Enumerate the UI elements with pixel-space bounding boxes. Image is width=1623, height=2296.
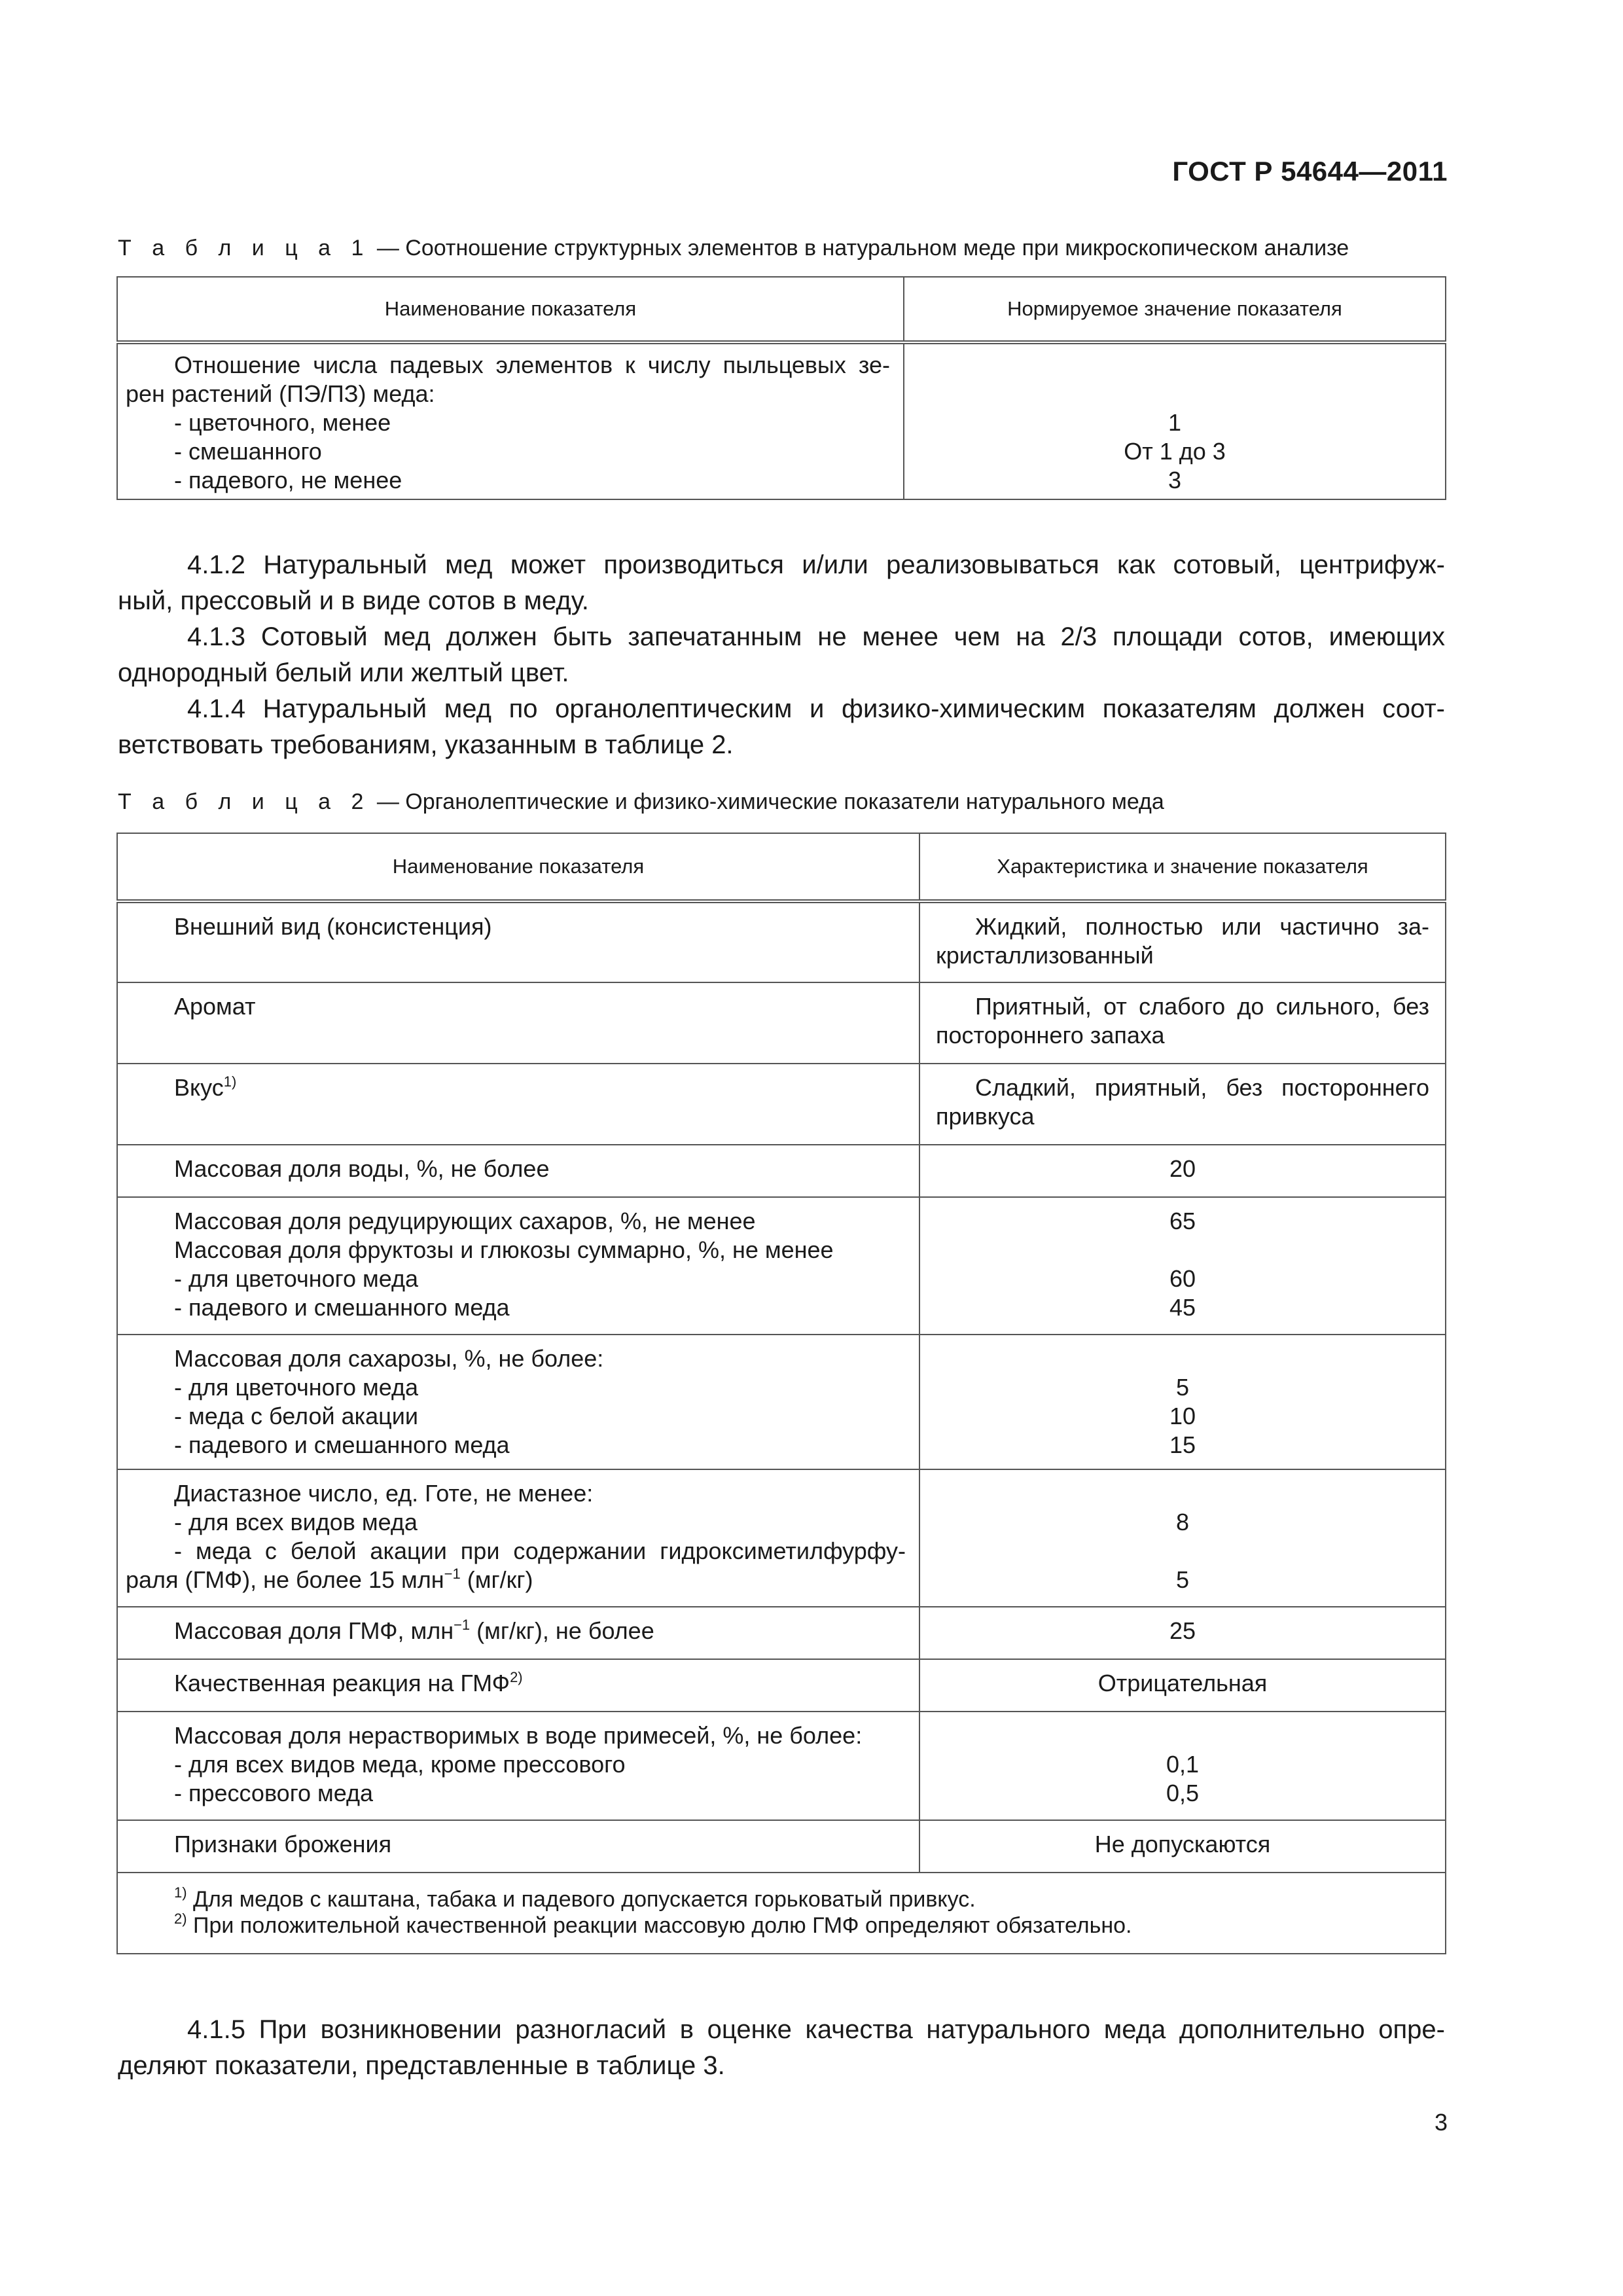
table1-col2-header: Нормируемое значение показателя <box>904 277 1446 342</box>
diastase-line-last <box>126 1566 906 1594</box>
diastase-value: 8 <box>1175 1509 1190 1535</box>
water-value: 20 <box>1169 1155 1196 1182</box>
paragraph-4-1-2-cont: ный, прессовый и в виде сотов в меду. <box>118 586 589 615</box>
unit-exponent: −1 <box>454 1617 471 1633</box>
sucrose-line: Массовая доля сахарозы, %, не более: <box>174 1345 604 1372</box>
table-row <box>117 1335 1446 1469</box>
sugars-value: 65 <box>1169 1208 1196 1234</box>
sugars-value: 60 <box>1169 1265 1196 1292</box>
table1-caption-text: — Соотношение структурных элементов в натуральном меде при микроскопическом анализе <box>370 236 1349 260</box>
footnote-1-mark: 1) <box>174 1884 187 1901</box>
taste-name: Вкус <box>174 1074 224 1101</box>
paragraph-4-1-2: 4.1.2 Натуральный мед может производиться и/или реализовываться как сотовый, центрифуж- <box>187 550 1445 579</box>
table2-value-cell <box>919 1659 1446 1712</box>
document-code: ГОСТ Р 54644—2011 <box>1172 156 1448 187</box>
table-row <box>117 1607 1446 1659</box>
diastase-line: - меда с белой акации при содержании гидроксиметилфурфу- <box>174 1537 906 1564</box>
table2-name-cell <box>117 982 919 1064</box>
table2-name-cell <box>117 1335 919 1469</box>
table1-row-item: - падевого, не менее <box>174 467 402 493</box>
body-paragraphs <box>118 547 1445 763</box>
table2-value-cell <box>919 1607 1446 1659</box>
table1-value-cell <box>904 342 1446 499</box>
hmf-name-line <box>126 1617 906 1645</box>
table2-name-cell <box>117 1820 919 1873</box>
page-number: 3 <box>1434 2109 1448 2136</box>
table2-name-cell <box>117 1607 919 1659</box>
table2-name-cell <box>117 1712 919 1820</box>
paragraph-4-1-5-cont: деляют показатели, представленные в таблице 3. <box>118 2051 725 2080</box>
paragraph-4-1-4: 4.1.4 Натуральный мед по органолептическим и физико-химическим показателям должен соот- <box>187 694 1445 723</box>
table2-value-cell <box>919 1197 1446 1335</box>
footnote-ref-1: 1) <box>223 1073 237 1090</box>
water-name: Массовая доля воды, %, не более <box>174 1155 550 1182</box>
table2-header-row <box>117 833 1446 901</box>
table-row <box>117 1659 1446 1712</box>
sucrose-value: 10 <box>1169 1403 1196 1429</box>
table1-row-line: Отношение числа падевых элементов к числу пыльцевых зе- <box>174 351 890 378</box>
table2-footnotes <box>117 1873 1446 1954</box>
insoluble-line: Массовая доля нерастворимых в воде примесей, %, не более: <box>174 1722 863 1749</box>
table2-value-cell <box>919 982 1446 1064</box>
table2-name-cell <box>117 901 919 982</box>
insoluble-line: - прессового меда <box>174 1780 374 1806</box>
table2-value-cell <box>919 1712 1446 1820</box>
taste-name-line <box>126 1073 906 1102</box>
table1 <box>116 276 1446 500</box>
sucrose-line: - падевого и смешанного меда <box>174 1431 510 1458</box>
hmf-reaction-value: Отрицательная <box>1097 1670 1268 1696</box>
sugars-line: - для цветочного меда <box>174 1265 419 1292</box>
diastase-value: 5 <box>1175 1566 1190 1593</box>
diastase-line: Диастазное число, ед. Готе, не менее: <box>174 1480 594 1507</box>
table1-header-row <box>117 277 1446 342</box>
paragraph-4-1-3-cont: однородный белый или желтый цвет. <box>118 658 569 687</box>
sugars-value: 45 <box>1169 1294 1196 1321</box>
table-row <box>117 982 1446 1064</box>
table2-caption-text: — Органолептические и физико-химические показатели натурального меда <box>370 789 1164 814</box>
table2-value-cell <box>919 1145 1446 1197</box>
table2-name-cell <box>117 1064 919 1145</box>
table1-caption <box>118 236 1349 261</box>
taste-value: Сладкий, приятный, без постороннего <box>975 1074 1429 1101</box>
table2-name-cell <box>117 1469 919 1607</box>
table2-footnotes-row <box>117 1873 1446 1954</box>
table2-name-cell <box>117 1197 919 1335</box>
sucrose-line: - для цветочного меда <box>174 1374 419 1401</box>
table2-value-cell <box>919 901 1446 982</box>
sugars-line: - падевого и смешанного меда <box>174 1294 510 1321</box>
aroma-value-cont: постороннего запаха <box>936 1022 1165 1049</box>
taste-value-cont: привкуса <box>936 1103 1035 1130</box>
fermentation-value: Не допускаются <box>1094 1831 1271 1857</box>
body-paragraph-final <box>118 2012 1445 2084</box>
table-row <box>117 1469 1446 1607</box>
diastase-line-part: раля (ГМФ), не более 15 млн <box>126 1566 444 1593</box>
hmf-name-part: (мг/кг), не более <box>470 1617 654 1644</box>
hmf-value: 25 <box>1169 1617 1196 1644</box>
table-row <box>117 342 1446 499</box>
sucrose-value: 15 <box>1169 1431 1196 1458</box>
appearance-name: Внешний вид (консистенция) <box>174 913 492 940</box>
footnote-2-text: При положительной качественной реакции массовую долю ГМФ определяют обязательно. <box>187 1913 1132 1938</box>
table1-caption-label: Т а б л и ц а 1 <box>118 236 371 260</box>
footnote-ref-2: 2) <box>510 1669 523 1685</box>
table-row <box>117 901 1446 982</box>
table2-caption <box>118 789 1164 815</box>
table1-row-line: рен растений (ПЭ/ПЗ) меда: <box>126 380 435 407</box>
footnote-2-mark: 2) <box>174 1910 187 1927</box>
sucrose-value: 5 <box>1175 1374 1190 1401</box>
table2-value-cell <box>919 1469 1446 1607</box>
table-row <box>117 1820 1446 1873</box>
table1-value: 3 <box>1168 467 1182 493</box>
hmf-reaction-name-line <box>126 1669 906 1698</box>
unit-exponent: −1 <box>444 1566 461 1582</box>
table2-name-cell <box>117 1659 919 1712</box>
table2 <box>116 833 1446 1954</box>
sugars-line: Массовая доля фруктозы и глюкозы суммарно, %, не менее <box>174 1236 834 1263</box>
table2-col2-header: Характеристика и значение показателя <box>919 833 1446 901</box>
sugars-line: Массовая доля редуцирующих сахаров, %, не менее <box>174 1208 756 1234</box>
aroma-value: Приятный, от слабого до сильного, без <box>975 993 1429 1020</box>
footnote-1-text: Для медов с каштана, табака и падевого допускается горьковатый привкус. <box>187 1887 976 1912</box>
table1-value: 1 <box>1168 409 1182 436</box>
table2-value-cell <box>919 1064 1446 1145</box>
table1-indicator-cell <box>117 342 904 499</box>
diastase-line-part: (мг/кг) <box>460 1566 533 1593</box>
diastase-line: - для всех видов меда <box>174 1509 418 1535</box>
hmf-reaction-name: Качественная реакция на ГМФ <box>174 1670 510 1696</box>
fermentation-name: Признаки брожения <box>174 1831 392 1857</box>
insoluble-value: 0,5 <box>1166 1780 1200 1806</box>
table2-col1-header: Наименование показателя <box>117 833 919 901</box>
table1-col1-header: Наименование показателя <box>117 277 904 342</box>
appearance-value: Жидкий, полностью или частично за- <box>975 913 1429 940</box>
table1-row-item: - смешанного <box>174 438 322 465</box>
insoluble-line: - для всех видов меда, кроме прессового <box>174 1751 626 1778</box>
table2-value-cell <box>919 1820 1446 1873</box>
footnote-2 <box>126 1912 1432 1939</box>
table-row <box>117 1145 1446 1197</box>
footnote-1 <box>126 1886 1432 1912</box>
table2-value-cell <box>919 1335 1446 1469</box>
aroma-name: Аромат <box>174 993 256 1020</box>
paragraph-4-1-3: 4.1.3 Сотовый мед должен быть запечатанным не менее чем на 2/3 площади сотов, имеющих <box>187 622 1445 651</box>
table-row <box>117 1064 1446 1145</box>
table1-value: От 1 до 3 <box>1124 438 1226 465</box>
table-row <box>117 1197 1446 1335</box>
paragraph-4-1-4-cont: ветствовать требованиям, указанным в таблице 2. <box>118 730 734 759</box>
table1-row-item: - цветочного, менее <box>174 409 391 436</box>
hmf-name-part: Массовая доля ГМФ, млн <box>174 1617 454 1644</box>
table-row <box>117 1712 1446 1820</box>
table2-caption-label: Т а б л и ц а 2 <box>118 789 371 814</box>
paragraph-4-1-5: 4.1.5 При возникновении разногласий в оценке качества натурального меда дополнительно опре- <box>187 2015 1445 2044</box>
table2-name-cell <box>117 1145 919 1197</box>
sucrose-line: - меда с белой акации <box>174 1403 419 1429</box>
appearance-value-cont: кристаллизованный <box>936 942 1154 969</box>
insoluble-value: 0,1 <box>1166 1751 1200 1778</box>
